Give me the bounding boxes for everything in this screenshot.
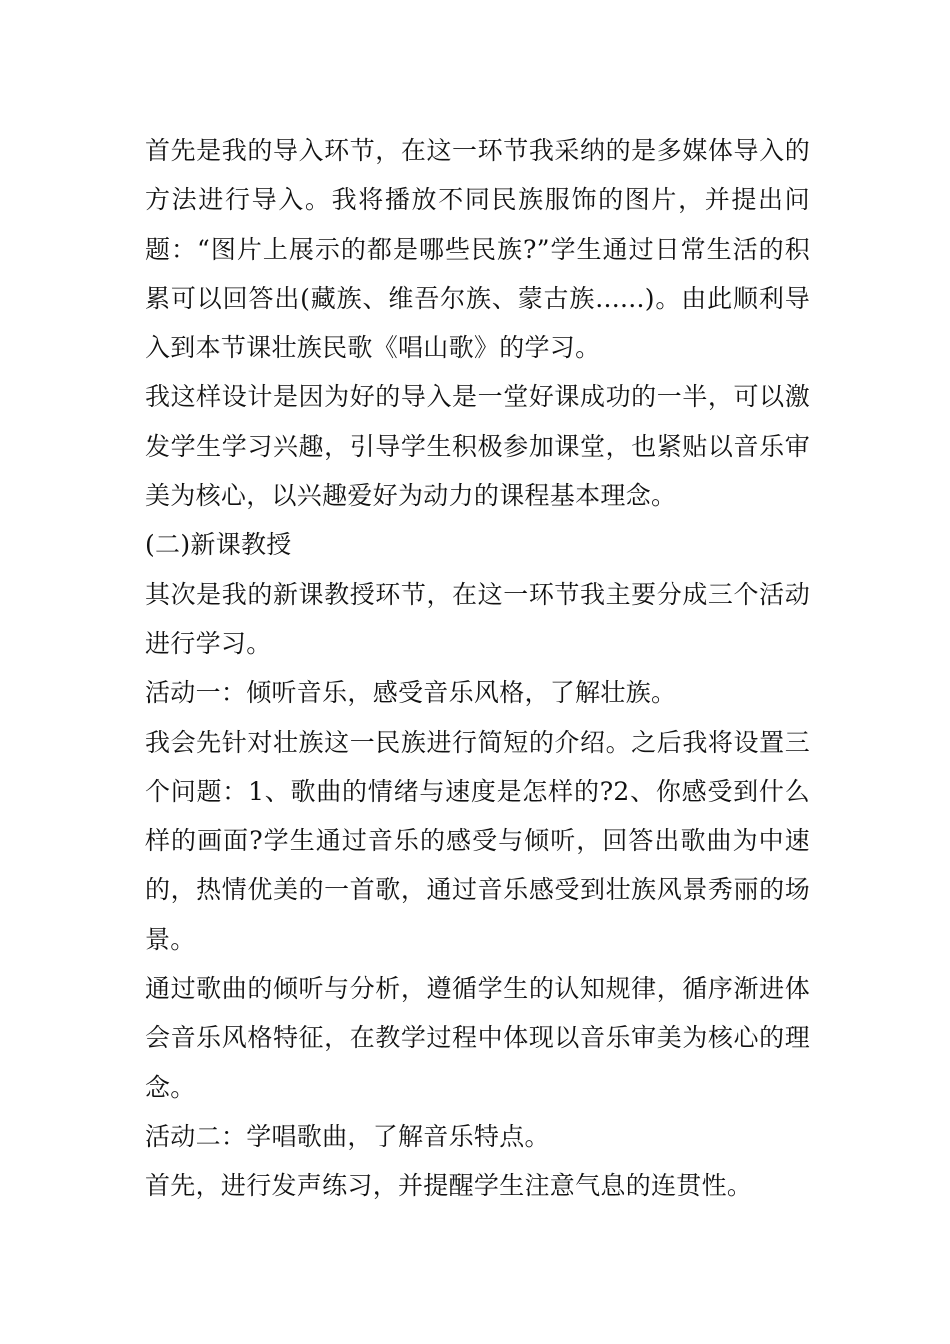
activity-two-heading: 活动二：学唱歌曲，了解音乐特点。	[145, 1121, 550, 1151]
paragraph-activity-one: 我会先针对壮族这一民族进行简短的介绍。之后我将设置三个问题：1、歌曲的情绪与速度是怎样的?2、你感受到什么样的画面?学生通过音乐的感受与倾听，回答出歌曲为中速的，热情优美的一首歌，通过音乐感受到壮族风景秀丽的场景。	[145, 727, 810, 954]
paragraph-activity-one-rationale: 通过歌曲的倾听与分析，遵循学生的认知规律，循序渐进体会音乐风格特征，在教学过程中体现以音乐审美为核心的理念。	[145, 974, 810, 1102]
document-body	[145, 126, 810, 1211]
activity-one-heading: 活动一：倾听音乐，感受音乐风格，了解壮族。	[145, 678, 677, 708]
paragraph-intro: 首先是我的导入环节，在这一环节我采纳的是多媒体导入的方法进行导入。我将播放不同民族服饰的图片，并提出问题：“图片上展示的都是哪些民族?”学生通过日常生活的积累可以回答出(藏族、维吾尔族、蒙古族......)。由此顺利导入到本节课壮族民歌《唱山歌》的学习。	[145, 136, 810, 363]
paragraph-activity-two: 首先，进行发声练习，并提醒学生注意气息的连贯性。	[145, 1171, 753, 1201]
paragraph-design-rationale: 我这样设计是因为好的导入是一堂好课成功的一半，可以激发学生学习兴趣，引导学生积极参加课堂，也紧贴以音乐审美为核心，以兴趣爱好为动力的课程基本理念。	[145, 382, 810, 511]
paragraph-new-lesson: 其次是我的新课教授环节，在这一环节我主要分成三个活动进行学习。	[145, 579, 810, 658]
section-heading-new-lesson: (二)新课教授	[145, 530, 292, 560]
